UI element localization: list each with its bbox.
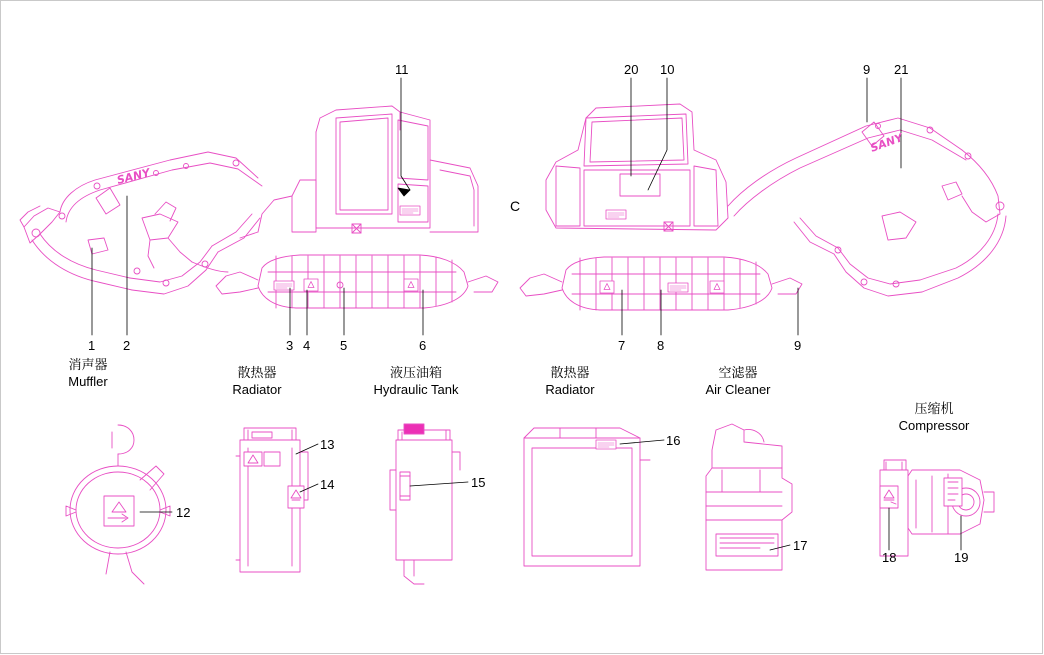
svg-text:SANY: SANY (115, 166, 152, 187)
callout-13: 13 (320, 437, 335, 452)
caption-compressor-en: Compressor (898, 418, 970, 433)
callout-21: 21 (894, 62, 909, 77)
caption-muffler (56, 358, 120, 390)
callout-17: 17 (793, 538, 808, 553)
callout-5: 5 (340, 338, 348, 353)
callout-18: 18 (882, 550, 897, 565)
callout-7: 7 (618, 338, 626, 353)
callout-16: 16 (666, 433, 681, 448)
callout-15: 15 (471, 475, 486, 490)
caption-radiator-right-zh: 散热器 (550, 366, 590, 381)
callout-6: 6 (419, 338, 427, 353)
caption-air-cleaner-zh: 空滤器 (718, 366, 758, 381)
caption-radiator-left (222, 366, 292, 398)
caption-hydraulic-tank-en: Hydraulic Tank (373, 382, 459, 397)
callout-4: 4 (303, 338, 311, 353)
caption-muffler-zh: 消声器 (68, 358, 108, 373)
caption-radiator-right-en: Radiator (545, 382, 595, 397)
callout-12: 12 (176, 505, 191, 520)
caption-muffler-en: Muffler (68, 374, 108, 389)
callout-9-right: 9 (863, 62, 871, 77)
caption-radiator-right (535, 366, 605, 398)
callout-3: 3 (286, 338, 294, 353)
section-marker-c: C (510, 198, 521, 214)
callout-14: 14 (320, 477, 335, 492)
callout-1: 1 (88, 338, 96, 353)
caption-air-cleaner (695, 366, 781, 398)
caption-radiator-left-zh: 散热器 (237, 366, 277, 381)
caption-radiator-left-en: Radiator (232, 382, 282, 397)
callout-2: 2 (123, 338, 131, 353)
caption-air-cleaner-en: Air Cleaner (705, 382, 771, 397)
callout-9: 9 (794, 338, 802, 353)
caption-hydraulic-tank (360, 366, 472, 398)
svg-text:SANY: SANY (868, 131, 905, 155)
callout-20: 20 (624, 62, 639, 77)
caption-hydraulic-tank-zh: 液压油箱 (389, 366, 442, 381)
callout-19: 19 (954, 550, 969, 565)
callout-8: 8 (657, 338, 665, 353)
callout-11: 11 (395, 62, 409, 77)
caption-compressor-zh: 压缩机 (914, 402, 954, 417)
caption-compressor (884, 402, 984, 434)
callout-10: 10 (660, 62, 675, 77)
